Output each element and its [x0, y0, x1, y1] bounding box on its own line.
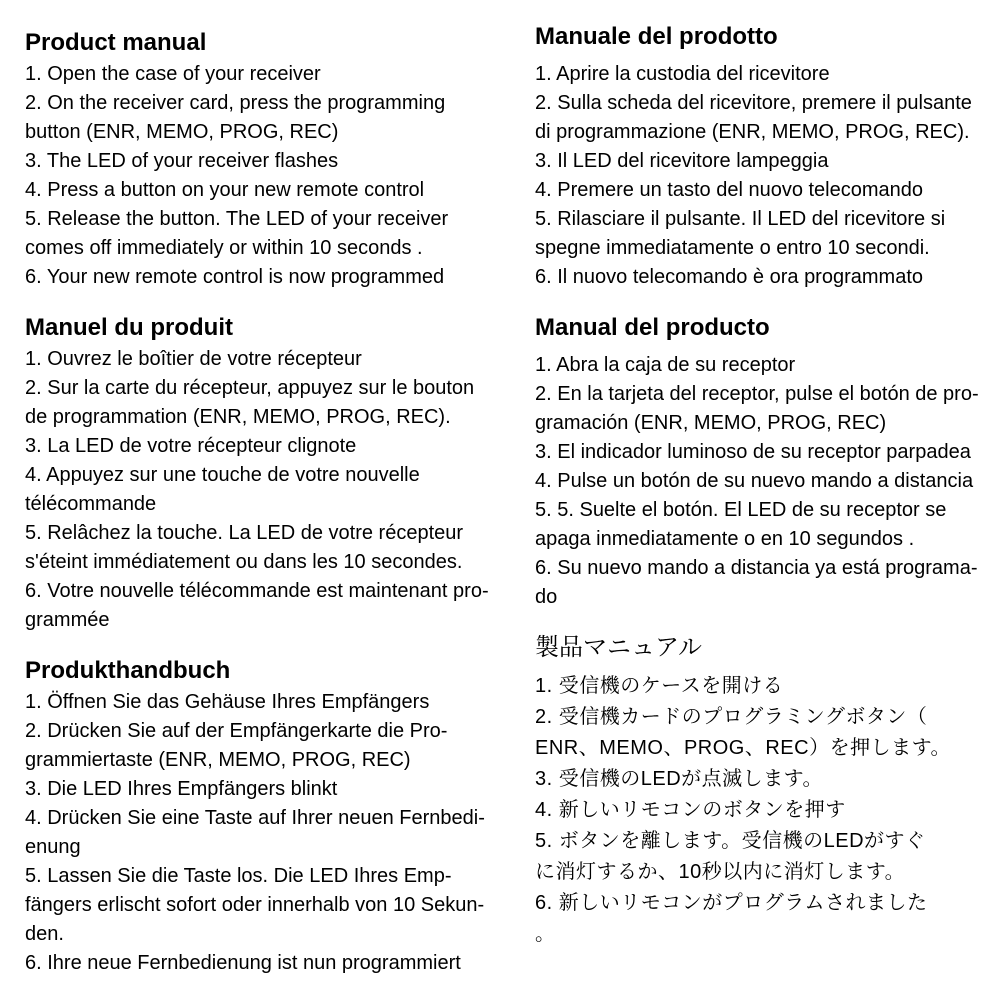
- section-heading-french: Manuel du produit: [25, 314, 233, 341]
- manual-line: 2. On the receiver card, press the programming: [25, 92, 446, 114]
- section-heading-english: Product manual: [25, 29, 207, 56]
- manual-line: 5. Relâchez la touche. La LED de votre récepteur: [25, 522, 464, 544]
- manual-line: 4. Drücken Sie eine Taste auf Ihrer neuen Fernbedi-: [25, 807, 485, 829]
- manual-line: 6. Su nuevo mando a distancia ya está programa-: [535, 557, 978, 579]
- section-heading-japanese: 製品マニュアル: [535, 634, 703, 661]
- right-column: [535, 22, 995, 950]
- manual-line: 2. En la tarjeta del receptor, pulse el botón de pro-: [535, 383, 979, 405]
- manual-line: 2. Sur la carte du récepteur, appuyez sur le bouton: [25, 377, 475, 399]
- manual-line: 1. Abra la caja de su receptor: [535, 354, 796, 376]
- manual-line: 2. Sulla scheda del ricevitore, premere il pulsante: [535, 92, 972, 114]
- manual-line: di programmazione (ENR, MEMO, PROG, REC).: [535, 121, 970, 143]
- section-product-manual-japanese: [535, 633, 995, 950]
- manual-line: 1. 受信機のケースを開ける: [535, 675, 784, 697]
- manual-line: 4. Press a button on your new remote control: [25, 179, 425, 201]
- manual-line: do: [535, 586, 558, 608]
- section-product-manual-spanish: [535, 313, 995, 612]
- manual-line: fängers erlischt sofort oder innerhalb von 10 Sekun-: [25, 894, 485, 916]
- manual-line: de programmation (ENR, MEMO, PROG, REC).: [25, 406, 451, 428]
- manual-line: apaga inmediatamente o en 10 segundos .: [535, 528, 915, 550]
- manual-line: 1. Open the case of your receiver: [25, 63, 321, 85]
- manual-line: 4. Appuyez sur une touche de votre nouvelle: [25, 464, 420, 486]
- manual-line: 4. Pulse un botón de su nuevo mando a distancia: [535, 470, 974, 492]
- section-heading-german: Produkthandbuch: [25, 657, 231, 684]
- manual-line: spegne immediatamente o entro 10 secondi.: [535, 237, 930, 259]
- manual-line: s'éteint immédiatement ou dans les 10 secondes.: [25, 551, 463, 573]
- manual-line: grammée: [25, 609, 110, 631]
- manual-line: 3. La LED de votre récepteur clignote: [25, 435, 357, 457]
- manual-line: 。: [535, 923, 556, 945]
- manual-line: に消灯するか、10秒以内に消灯します。: [535, 861, 906, 883]
- manual-line: 6. Il nuovo telecomando è ora programmato: [535, 266, 923, 288]
- section-heading-spanish: Manual del producto: [535, 314, 770, 341]
- manual-line: télécommande: [25, 493, 157, 515]
- section-product-manual-italian: [535, 22, 995, 292]
- manual-line: 5. ボタンを離します。受信機のLEDがすぐ: [535, 830, 926, 852]
- left-column: [25, 28, 510, 978]
- manual-line: 2. 受信機カードのプログラミングボタン（: [535, 706, 928, 728]
- section-heading-italian: Manuale del prodotto: [535, 23, 778, 50]
- manual-line: 4. 新しいリモコンのボタンを押す: [535, 799, 846, 821]
- manual-line: 2. Drücken Sie auf der Empfängerkarte die Pro-: [25, 720, 448, 742]
- manual-line: gramación (ENR, MEMO, PROG, REC): [535, 412, 887, 434]
- manual-line: enung: [25, 836, 81, 858]
- manual-line: 1. Aprire la custodia del ricevitore: [535, 63, 830, 85]
- manual-line: grammiertaste (ENR, MEMO, PROG, REC): [25, 749, 411, 771]
- manual-line: 5. Rilasciare il pulsante. Il LED del ricevitore si: [535, 208, 946, 230]
- manual-line: 3. Il LED del ricevitore lampeggia: [535, 150, 829, 172]
- manual-line: 6. Ihre neue Fernbedienung ist nun programmiert: [25, 952, 461, 974]
- manual-line: comes off immediately or within 10 seconds .: [25, 237, 423, 259]
- manual-line: 3. 受信機のLEDが点滅します。: [535, 768, 824, 790]
- manual-line: 1. Ouvrez le boîtier de votre récepteur: [25, 348, 362, 370]
- manual-line: den.: [25, 923, 64, 945]
- manual-line: 3. El indicador luminoso de su receptor parpadea: [535, 441, 971, 463]
- manual-line: 5. Lassen Sie die Taste los. Die LED Ihres Emp-: [25, 865, 452, 887]
- section-product-manual-french: [25, 313, 510, 635]
- manual-line: button (ENR, MEMO, PROG, REC): [25, 121, 339, 143]
- manual-line: 6. Your new remote control is now programmed: [25, 266, 445, 288]
- section-product-manual-german: [25, 656, 510, 978]
- manual-line: 5. Release the button. The LED of your receiver: [25, 208, 449, 230]
- manual-line: 1. Öffnen Sie das Gehäuse Ihres Empfängers: [25, 691, 430, 713]
- manual-line: ENR、MEMO、PROG、REC）を押します。: [535, 737, 951, 759]
- manual-line: 3. Die LED Ihres Empfängers blinkt: [25, 778, 338, 800]
- section-product-manual-english: [25, 28, 510, 292]
- manual-line: 4. Premere un tasto del nuovo telecomando: [535, 179, 924, 201]
- manual-line: 6. 新しいリモコンがプログラムされました: [535, 892, 928, 914]
- manual-line: 6. Votre nouvelle télécommande est maintenant pro-: [25, 580, 489, 602]
- manual-line: 5. 5. Suelte el botón. El LED de su receptor se: [535, 499, 947, 521]
- manual-line: 3. The LED of your receiver flashes: [25, 150, 339, 172]
